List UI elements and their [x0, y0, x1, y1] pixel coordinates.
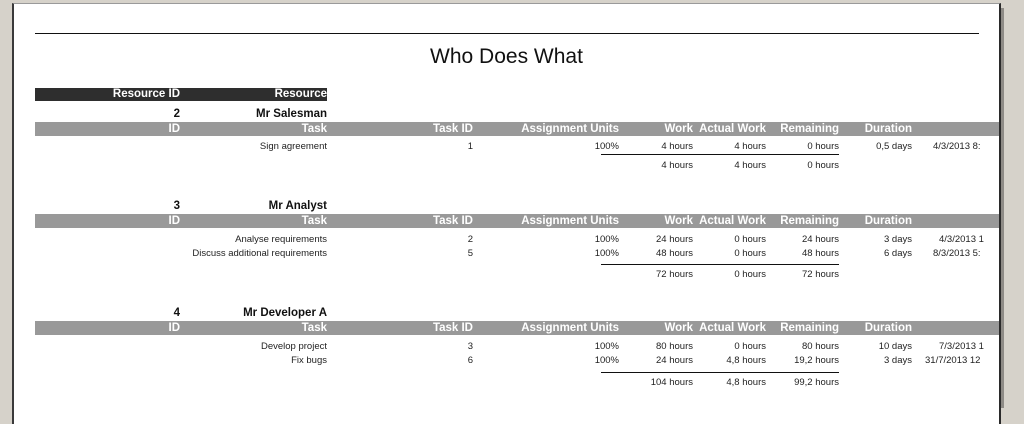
remaining: 0 hours [807, 141, 839, 152]
total-actual-work: 0 hours [734, 269, 766, 280]
report-page [12, 3, 1001, 424]
resource-id: 2 [173, 108, 180, 120]
col-task-id: Task ID [432, 123, 473, 135]
col-remaining: Remaining [780, 123, 839, 135]
task-name: Sign agreement [259, 141, 327, 152]
duration: 6 days [884, 248, 912, 259]
col-work: Work [664, 215, 693, 227]
remaining: 48 hours [802, 248, 839, 259]
remaining: 24 hours [802, 234, 839, 245]
resource-id-header: Resource ID [112, 88, 180, 100]
col-actual-work: Actual Work [699, 215, 766, 227]
task-row [35, 233, 1000, 247]
actual-work: 0 hours [734, 234, 766, 245]
totals-row [35, 159, 1000, 173]
duration: 3 days [884, 234, 912, 245]
start-date: 7/3/2013 1 [939, 341, 984, 352]
totals-rule [601, 264, 839, 265]
task-name: Discuss additional requirements [192, 248, 327, 259]
work: 48 hours [656, 248, 693, 259]
assignment-units: 100% [594, 234, 619, 245]
total-remaining: 0 hours [807, 160, 839, 171]
task-id: 1 [467, 141, 473, 152]
actual-work: 0 hours [734, 248, 766, 259]
start-date-clip [915, 340, 999, 354]
task-name: Fix bugs [291, 355, 327, 366]
resource-name: Mr Analyst [268, 200, 327, 212]
col-task: Task [301, 322, 327, 334]
task-id: 6 [467, 355, 473, 366]
task-id: 3 [467, 341, 473, 352]
work: 24 hours [656, 355, 693, 366]
total-actual-work: 4 hours [734, 160, 766, 171]
resource-row [35, 108, 327, 121]
start-date-clip [915, 140, 999, 154]
task-row [35, 340, 1000, 354]
resource-header-bar [35, 88, 327, 101]
col-actual-work: Actual Work [699, 123, 766, 135]
col-duration: Duration [864, 215, 912, 227]
totals-row [35, 376, 1000, 390]
col-task-id: Task ID [432, 322, 473, 334]
col-remaining: Remaining [780, 215, 839, 227]
resource-name: Mr Salesman [256, 108, 327, 120]
duration: 10 days [878, 341, 912, 352]
actual-work: 4 hours [734, 141, 766, 152]
resource-header: Resource [274, 88, 327, 100]
start-date: 31/7/2013 12 [925, 355, 981, 366]
col-duration: Duration [864, 123, 912, 135]
resource-row [35, 307, 327, 320]
remaining: 80 hours [802, 341, 839, 352]
task-row [35, 247, 1000, 261]
actual-work: 4,8 hours [726, 355, 766, 366]
task-name: Develop project [260, 341, 327, 352]
task-header-bar [35, 321, 1000, 335]
work: 80 hours [656, 341, 693, 352]
col-assignment-units: Assignment Units [521, 123, 619, 135]
total-remaining: 72 hours [802, 269, 839, 280]
remaining: 19,2 hours [794, 355, 839, 366]
resource-name: Mr Developer A [243, 307, 327, 319]
actual-work: 0 hours [734, 341, 766, 352]
total-work: 72 hours [656, 269, 693, 280]
task-row [35, 140, 1000, 154]
col-id: ID [168, 215, 180, 227]
col-duration: Duration [864, 322, 912, 334]
totals-rule [601, 154, 839, 155]
task-header-bar [35, 214, 1000, 228]
total-work: 4 hours [661, 160, 693, 171]
col-id: ID [168, 322, 180, 334]
start-date-clip [915, 354, 999, 368]
assignment-units: 100% [594, 248, 619, 259]
resource-row [35, 200, 327, 213]
totals-rule [601, 372, 839, 373]
task-row [35, 354, 1000, 368]
col-id: ID [168, 123, 180, 135]
duration: 3 days [884, 355, 912, 366]
task-id: 5 [467, 248, 473, 259]
col-actual-work: Actual Work [699, 322, 766, 334]
task-header-bar [35, 122, 1000, 136]
top-rule [35, 33, 979, 34]
start-date: 8/3/2013 5: [933, 248, 981, 259]
assignment-units: 100% [594, 355, 619, 366]
col-assignment-units: Assignment Units [521, 322, 619, 334]
resource-id: 4 [173, 307, 180, 319]
col-work: Work [664, 123, 693, 135]
assignment-units: 100% [594, 341, 619, 352]
task-name: Analyse requirements [235, 234, 327, 245]
report-title: Who Does What [430, 45, 583, 68]
col-task: Task [301, 215, 327, 227]
total-remaining: 99,2 hours [794, 377, 839, 388]
work: 4 hours [661, 141, 693, 152]
col-task: Task [301, 123, 327, 135]
start-date-clip [915, 233, 999, 247]
resource-id: 3 [173, 200, 180, 212]
duration: 0,5 days [876, 141, 912, 152]
col-work: Work [664, 322, 693, 334]
start-date: 4/3/2013 1 [939, 234, 984, 245]
assignment-units: 100% [594, 141, 619, 152]
total-actual-work: 4,8 hours [726, 377, 766, 388]
work: 24 hours [656, 234, 693, 245]
totals-row [35, 268, 1000, 282]
start-date-clip [915, 247, 999, 261]
task-id: 2 [467, 234, 473, 245]
col-remaining: Remaining [780, 322, 839, 334]
col-task-id: Task ID [432, 215, 473, 227]
total-work: 104 hours [650, 377, 693, 388]
start-date: 4/3/2013 8: [933, 141, 981, 152]
col-assignment-units: Assignment Units [521, 215, 619, 227]
